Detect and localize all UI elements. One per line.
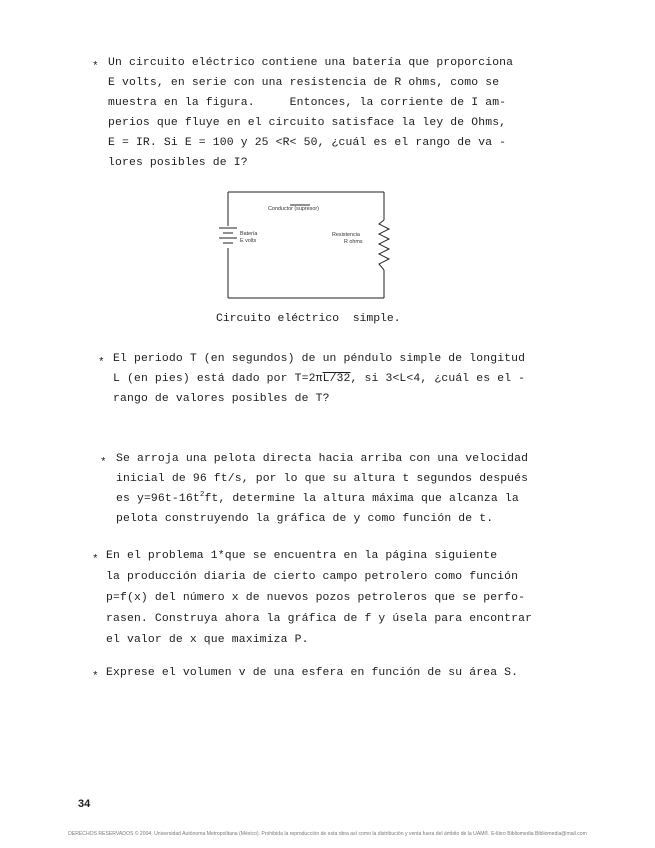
battery-label-1: Batería — [240, 231, 258, 237]
problem-4-line-4: rasen. Construya ahora la gráfica de f y úsela para encontrar — [106, 613, 533, 625]
resistor-label-2: R ohms — [344, 239, 363, 245]
copyright-footer: DERECHOS RESERVADOS © 2004, Universidad Autónoma Metropolitana (México). Prohibida la reproducción de esta obra así como la distribución y venta fuera del ámbito de la UAM®. E-libro Bibliomedia Bibliomedia@mail.com — [68, 831, 587, 837]
problem-5-bullet: * — [92, 671, 99, 683]
resistor-label-1: Resistencia — [332, 232, 360, 238]
problem-3-line-3-rest: ft, determine la altura máxima que alcanza la — [204, 493, 519, 505]
problem-2-line-2 — [113, 372, 525, 386]
problem-3-line-4: pelota construyendo la gráfica de y como función de t. — [116, 513, 494, 525]
conductor-label: Conductor (supresor) — [268, 206, 319, 212]
problem-2-sqrt: L/32 — [322, 373, 351, 385]
problem-2-line-1: El periodo T (en segundos) de un péndulo simple de longitud — [113, 353, 526, 365]
problem-1-line-3: muestra en la figura. Entonces, la corriente de I am- — [108, 97, 507, 109]
problem-3-line-3 — [116, 492, 519, 506]
problem-1-line-5: E = IR. Si E = 100 y 25 <R< 50, ¿cuál es el rango de va - — [108, 137, 507, 149]
problem-1-line-4: perios que fluye en el circuito satisface la ley de Ohms, — [108, 117, 507, 129]
problem-3-line-2: inicial de 96 ft/s, por lo que su altura t segundos después — [116, 473, 529, 485]
problem-4-line-3: p=f(x) del número x de nuevos pozos petroleros que se perfo- — [106, 592, 526, 604]
problem-2-line-3: rango de valores posibles de T? — [113, 393, 330, 405]
circuit-figure — [214, 186, 394, 308]
page-number: 34 — [78, 798, 91, 810]
problem-3-line-1: Se arroja una pelota directa hacia arriba con una velocidad — [116, 453, 529, 465]
problem-4-line-1: En el problema 1*que se encuentra en la página siguiente — [106, 550, 498, 562]
problem-4-line-5: el valor de x que maximiza P. — [106, 634, 309, 646]
problem-3-bullet: * — [100, 457, 107, 469]
problem-3-superscript: 2 — [199, 491, 205, 499]
problem-4-bullet: * — [92, 554, 99, 566]
problem-1-line-2: E volts, en serie con una resistencia de R ohms, como se — [108, 77, 500, 89]
battery-label-2: E volts — [240, 238, 257, 244]
problem-5-line-1: Exprese el volumen v de una esfera en función de su área S. — [106, 667, 519, 679]
problem-4-line-2: la producción diaria de cierto campo petrolero como función — [106, 571, 519, 583]
figure-caption: Circuito eléctrico simple. — [216, 313, 401, 325]
problem-2-formula-start: L (en pies) está dado por T=2π — [113, 373, 323, 385]
resistor-zigzag — [379, 220, 389, 270]
problem-1-bullet: * — [92, 61, 99, 73]
circuit-diagram — [214, 186, 394, 308]
problem-1-line-1: Un circuito eléctrico contiene una batería que proporciona — [108, 57, 514, 69]
problem-2-bullet: * — [98, 357, 105, 369]
problem-3-equation: es y=96t-16t — [116, 493, 200, 505]
problem-1-line-6: lores posibles de I? — [108, 157, 248, 169]
problem-2-formula-rest: , si 3<L<4, ¿cuál es el - — [350, 373, 526, 385]
